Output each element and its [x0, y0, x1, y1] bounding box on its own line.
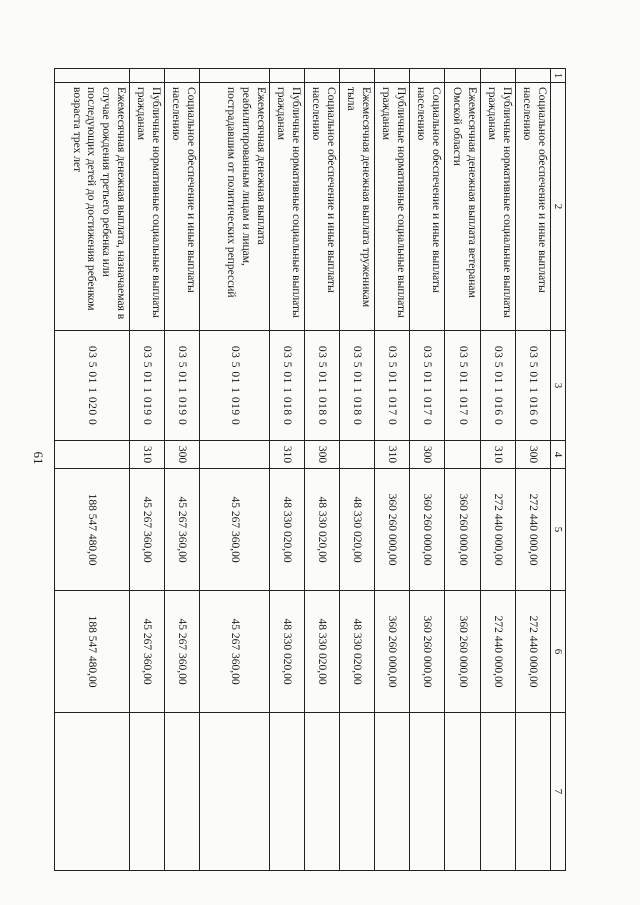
row-number-cell [480, 69, 515, 83]
amount-cell-6: 48 330 020,00 [304, 591, 339, 713]
note-cell [164, 713, 199, 871]
amount-cell-5: 45 267 360,00 [164, 469, 199, 591]
table-row [480, 69, 515, 871]
table-row [129, 69, 164, 871]
type-cell: 300 [515, 441, 550, 469]
note-cell [54, 713, 129, 871]
row-number-cell [129, 69, 164, 83]
amount-cell-5: 48 330 020,00 [304, 469, 339, 591]
row-number-cell [339, 69, 374, 83]
note-cell [129, 713, 164, 871]
note-cell [515, 713, 550, 871]
type-cell: 310 [480, 441, 515, 469]
type-cell: 300 [304, 441, 339, 469]
amount-cell-5: 188 547 480,00 [54, 469, 129, 591]
amount-cell-5: 45 267 360,00 [129, 469, 164, 591]
item-name-cell: Публичные нормативные социальные выплаты гражданам [269, 83, 304, 331]
table-row [199, 69, 269, 871]
code-cell: 03 5 01 1 018 0 [339, 331, 374, 441]
code-cell: 03 5 01 1 017 0 [409, 331, 444, 441]
item-name-cell: Социальное обеспечение и иные выплаты населению [304, 83, 339, 331]
note-cell [444, 713, 480, 871]
amount-cell-5: 48 330 020,00 [269, 469, 304, 591]
type-cell: 310 [269, 441, 304, 469]
table-row [339, 69, 374, 871]
code-cell: 03 5 01 1 017 0 [374, 331, 409, 441]
row-number-cell [444, 69, 480, 83]
amount-cell-5: 272 440 000,00 [480, 469, 515, 591]
item-name-cell: Ежемесячная денежная выплата, назначаемая в случае рождения третьего ребенка или последующих детей до достижения ребенком возраста трех лет [54, 83, 129, 331]
amount-cell-6: 188 547 480,00 [54, 591, 129, 713]
table-row [374, 69, 409, 871]
item-name-cell: Социальное обеспечение и иные выплаты населению [409, 83, 444, 331]
table-row [269, 69, 304, 871]
rotated-table-container [62, 68, 566, 870]
row-number-cell [304, 69, 339, 83]
note-cell [339, 713, 374, 871]
amount-cell-6: 45 267 360,00 [199, 591, 269, 713]
col-header-4: 4 [550, 441, 565, 469]
note-cell [304, 713, 339, 871]
note-cell [374, 713, 409, 871]
table-row [164, 69, 199, 871]
amount-cell-6: 360 260 000,00 [374, 591, 409, 713]
item-name-cell: Социальное обеспечение и иные выплаты населению [164, 83, 199, 331]
type-cell [444, 441, 480, 469]
item-name-cell: Ежемесячная денежная выплата ветеранам Омской области [444, 83, 480, 331]
col-header-7: 7 [550, 713, 565, 871]
item-name-cell: Публичные нормативные социальные выплаты гражданам [129, 83, 164, 331]
amount-cell-5: 45 267 360,00 [199, 469, 269, 591]
code-cell: 03 5 01 1 020 0 [54, 331, 129, 441]
code-cell: 03 5 01 1 017 0 [444, 331, 480, 441]
note-cell [269, 713, 304, 871]
note-cell [409, 713, 444, 871]
item-name-cell: Публичные нормативные социальные выплаты гражданам [374, 83, 409, 331]
table-row [409, 69, 444, 871]
header-row [550, 69, 565, 871]
amount-cell-5: 360 260 000,00 [409, 469, 444, 591]
type-cell: 310 [129, 441, 164, 469]
amount-cell-5: 48 330 020,00 [339, 469, 374, 591]
item-name-cell: Публичные нормативные социальные выплаты гражданам [480, 83, 515, 331]
type-cell: 310 [374, 441, 409, 469]
col-header-2: 2 [550, 83, 565, 331]
budget-table [54, 68, 566, 871]
amount-cell-5: 272 440 000,00 [515, 469, 550, 591]
item-name-cell: Ежемесячная денежная выплата труженикам тыла [339, 83, 374, 331]
amount-cell-5: 360 260 000,00 [374, 469, 409, 591]
page-number: 61 [31, 451, 46, 465]
row-number-cell [409, 69, 444, 83]
type-cell [339, 441, 374, 469]
amount-cell-6: 360 260 000,00 [444, 591, 480, 713]
amount-cell-6: 48 330 020,00 [269, 591, 304, 713]
row-number-cell [54, 69, 129, 83]
amount-cell-6: 45 267 360,00 [129, 591, 164, 713]
item-name-cell: Социальное обеспечение и иные выплаты населению [515, 83, 550, 331]
code-cell: 03 5 01 1 016 0 [515, 331, 550, 441]
code-cell: 03 5 01 1 019 0 [164, 331, 199, 441]
amount-cell-6: 360 260 000,00 [409, 591, 444, 713]
table-row [304, 69, 339, 871]
col-header-5: 5 [550, 469, 565, 591]
type-cell [54, 441, 129, 469]
table-row [515, 69, 550, 871]
row-number-cell [269, 69, 304, 83]
type-cell: 300 [409, 441, 444, 469]
row-number-cell [199, 69, 269, 83]
amount-cell-6: 272 440 000,00 [515, 591, 550, 713]
amount-cell-6: 45 267 360,00 [164, 591, 199, 713]
type-cell: 300 [164, 441, 199, 469]
row-number-cell [374, 69, 409, 83]
note-cell [199, 713, 269, 871]
row-number-cell [164, 69, 199, 83]
amount-cell-6: 272 440 000,00 [480, 591, 515, 713]
col-header-1: 1 [550, 69, 565, 83]
code-cell: 03 5 01 1 018 0 [304, 331, 339, 441]
code-cell: 03 5 01 1 018 0 [269, 331, 304, 441]
code-cell: 03 5 01 1 019 0 [129, 331, 164, 441]
col-header-6: 6 [550, 591, 565, 713]
note-cell [480, 713, 515, 871]
amount-cell-5: 360 260 000,00 [444, 469, 480, 591]
type-cell [199, 441, 269, 469]
col-header-3: 3 [550, 331, 565, 441]
row-number-cell [515, 69, 550, 83]
table-row [54, 69, 129, 871]
code-cell: 03 5 01 1 016 0 [480, 331, 515, 441]
item-name-cell: Ежемесячная денежная выплата реабилитированным лицам и лицам, пострадавшим от политических репрессий [199, 83, 269, 331]
amount-cell-6: 48 330 020,00 [339, 591, 374, 713]
table-row [444, 69, 480, 871]
code-cell: 03 5 01 1 019 0 [199, 331, 269, 441]
